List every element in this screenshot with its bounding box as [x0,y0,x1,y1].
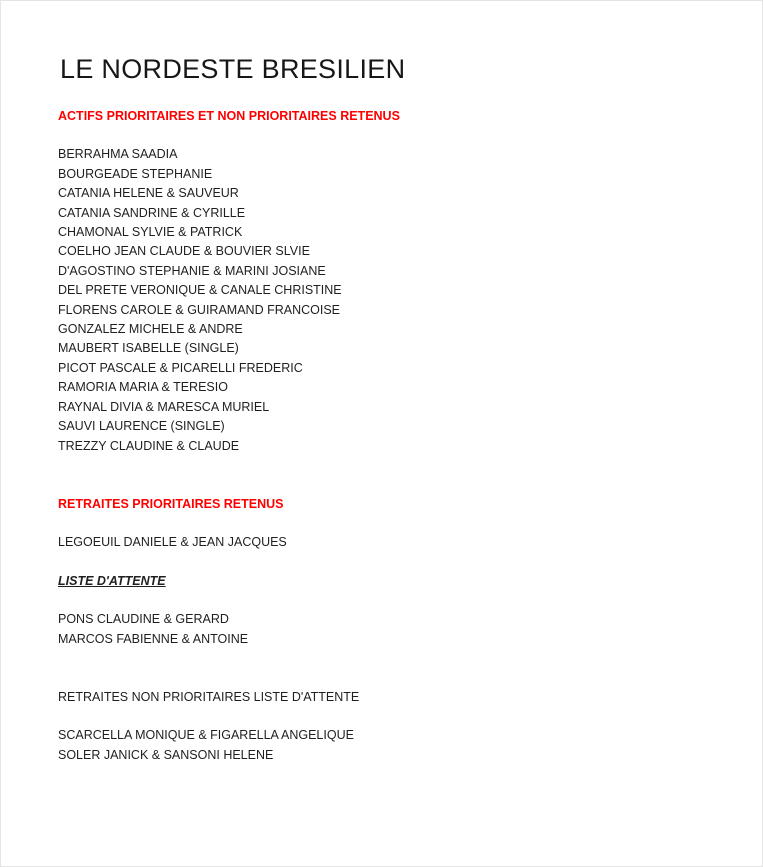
name-line: SCARCELLA MONIQUE & FIGARELLA ANGELIQUE [58,728,354,743]
section-heading-retraites-retenus: RETRAITES PRIORITAIRES RETENUS [58,496,284,511]
name-line: TREZZY CLAUDINE & CLAUDE [58,438,240,453]
name-list-actifs [58,145,722,456]
name-line: FLORENS CAROLE & GUIRAMAND FRANCOISE [58,302,340,317]
section-retraites-non-prioritaires [58,688,722,765]
name-line: PICOT PASCALE & PICARELLI FREDERIC [58,360,303,375]
name-line: SOLER JANICK & SANSONI HELENE [58,747,274,762]
section-retraites-retenus [58,495,722,553]
name-line: CATANIA SANDRINE & CYRILLE [58,205,246,220]
section-actifs [58,107,722,456]
name-line: LEGOEUIL DANIELE & JEAN JACQUES [58,535,287,550]
name-line: GONZALEZ MICHELE & ANDRE [58,322,243,337]
name-line: PONS CLAUDINE & GERARD [58,612,229,627]
section-heading-retraites-non-prioritaires: RETRAITES NON PRIORITAIRES LISTE D'ATTENTE [58,689,360,704]
section-liste-attente [58,572,722,649]
section-heading-liste-attente: LISTE D'ATTENTE [58,573,166,588]
name-line: BERRAHMA SAADIA [58,147,178,162]
name-line: MAUBERT ISABELLE (SINGLE) [58,341,239,356]
document-title: LE NORDESTE BRESILIEN [60,54,406,84]
name-line: DEL PRETE VERONIQUE & CANALE CHRISTINE [58,283,342,298]
name-line: RAYNAL DIVIA & MARESCA MURIEL [58,399,270,414]
name-line: RAMORIA MARIA & TERESIO [58,380,228,395]
name-list-liste-attente [58,610,722,649]
name-list-retraites-non-prioritaires [58,726,722,765]
name-line: D'AGOSTINO STEPHANIE & MARINI JOSIANE [58,263,326,278]
name-line: CATANIA HELENE & SAUVEUR [58,186,239,201]
name-list-retraites-retenus [58,533,722,552]
name-line: SAUVI LAURENCE (SINGLE) [58,419,225,434]
name-line: MARCOS FABIENNE & ANTOINE [58,631,249,646]
name-line: BOURGEADE STEPHANIE [58,166,213,181]
section-heading-actifs: ACTIFS PRIORITAIRES ET NON PRIORITAIRES RETENUS [58,109,400,123]
name-line: CHAMONAL SYLVIE & PATRICK [58,225,243,240]
name-line: COELHO JEAN CLAUDE & BOUVIER SLVIE [58,244,310,259]
